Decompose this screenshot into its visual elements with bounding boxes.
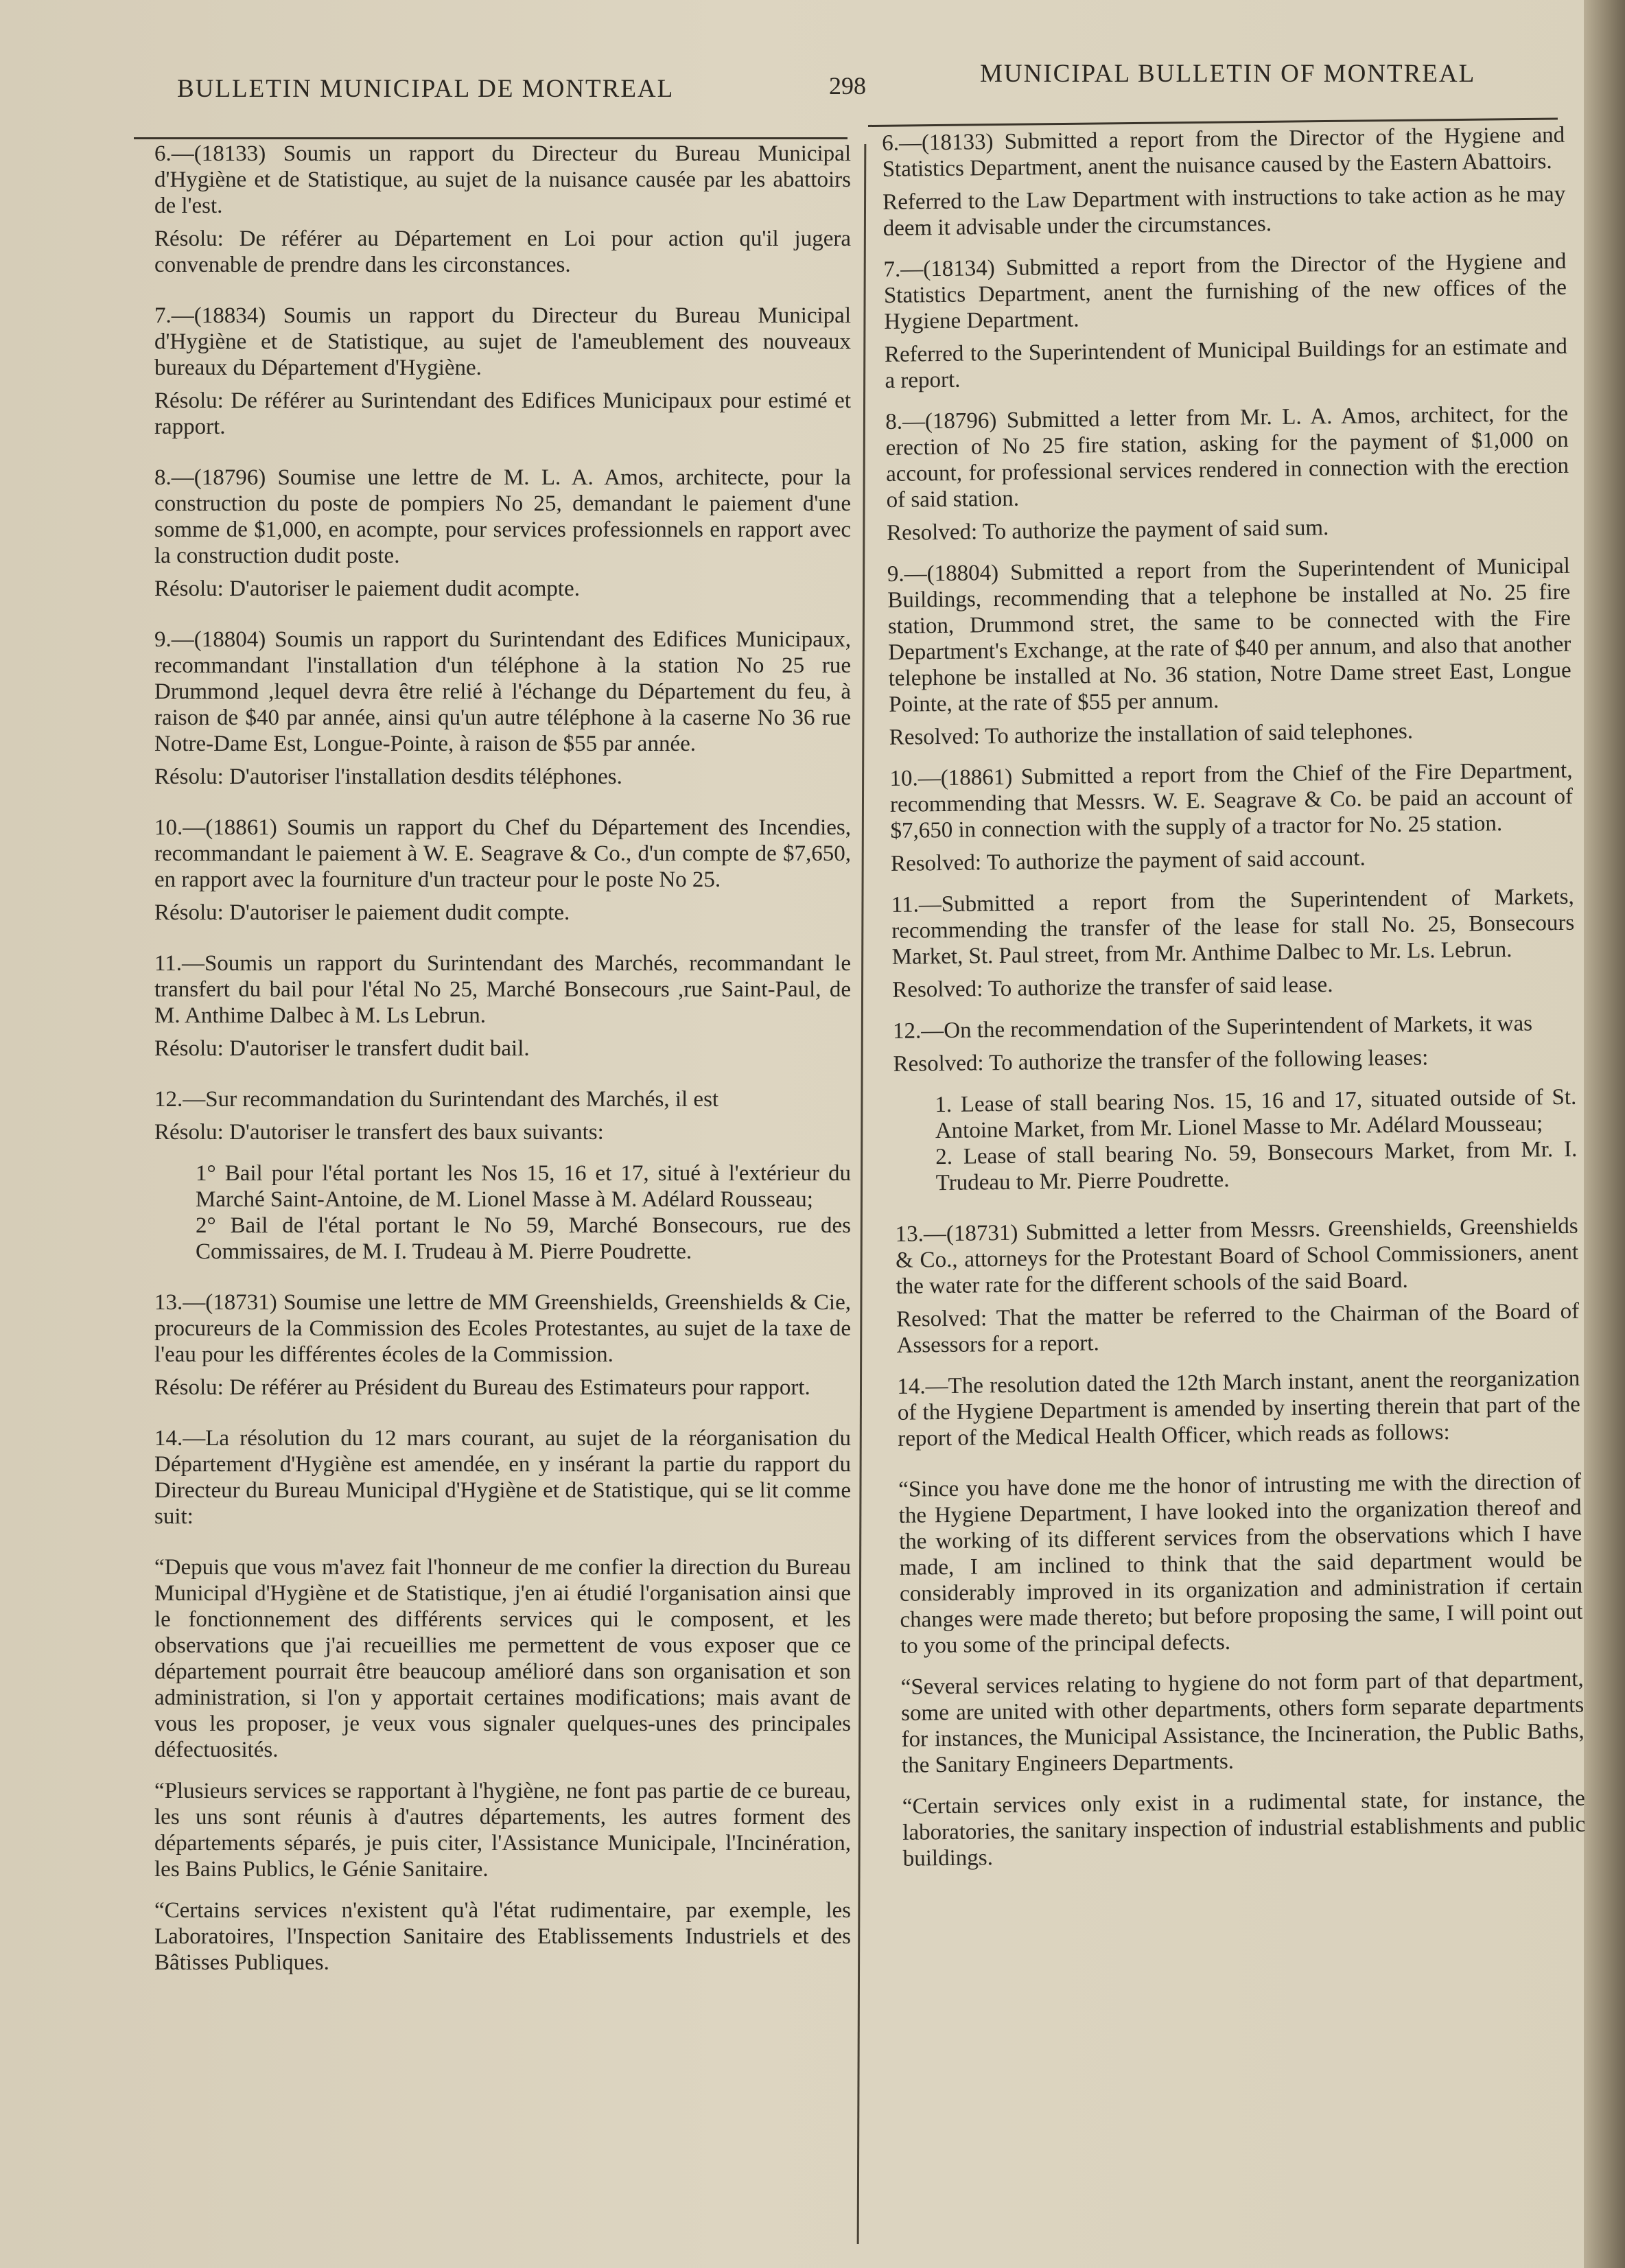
fr-item-7: 7.—(18834) Soumis un rapport du Directeur du Bureau Municipal d'Hygiène et de Statistique, au sujet de l'ameublement des nouveaux bureaux du Département d'Hygiène. [154, 303, 851, 380]
fr-quote-3: “Certains services n'existent qu'à l'état rudimentaire, par exemple, les Laboratoires, l'Inspection Sanitaire des Etablissements Industriels et des Bâtisses Publiques. [154, 1898, 851, 1975]
en-item-9: 9.—(18804) Submitted a report from the Superintendent of Municipal Buildings, recommending that a telephone be installed at No. 25 fire station, Drummond stret, the same to be connected with the Fire Department's Exchange, at the rate of $40 per annum, and also that another telephone be installed at No. 36 station, Notre Dame street East, Longue Pointe, at the rate of $55 per annum. [887, 553, 1571, 717]
en-resolution-9: Resolved: To authorize the installation of said telephones. [889, 718, 1414, 750]
en-resolution-8: Resolved: To authorize the payment of said sum. [886, 515, 1329, 546]
en-item-10: 10.—(18861) Submitted a report from the Chief of the Fire Department, recommending that Messrs. W. E. Seagrave & Co. be paid an account of $7,650 in connection with the supply of a tractor for No. 25 station. [889, 758, 1574, 843]
fr-item-12: 12.—Sur recommandation du Surintendant des Marchés, il est [154, 1087, 719, 1112]
column-divider [857, 144, 867, 2244]
page-number: 298 [829, 72, 866, 100]
en-resolution-10: Resolved: To authorize the payment of said account. [890, 845, 1366, 876]
fr-resolution-7: Résolu: De référer au Surintendant des Edifices Municipaux pour estimé et rapport. [154, 388, 851, 439]
header-rule-left [134, 137, 847, 139]
fr-item-11: 11.—Soumis un rapport du Surintendant des Marchés, recommandant le transfert du bail pour l'étal No 25, Marché Bonsecours ,rue Saint-Paul, de M. Anthime Dalbec à M. Ls Lebrun. [154, 951, 851, 1028]
fr-quote-2: “Plusieurs services se rapportant à l'hygiène, ne font pas partie de ce bureau, les uns sont réunis à d'autres départements, les autres forment des départements séparés, je puis citer, l'Assistance Municipale, l'Incinération, les Bains Publics, le Génie Sanitaire. [154, 1779, 851, 1882]
fr-item-6: 6.—(18133) Soumis un rapport du Directeur du Bureau Municipal d'Hygiène et de Statistique, au sujet de la nuisance causée par les abattoirs de l'est. [154, 141, 851, 218]
en-item-13: 13.—(18731) Submitted a letter from Messrs. Greenshields, Greenshields & Co., attorneys for the Protestant Board of School Commissioners, anent the water rate for the different schools of the said Board. [895, 1213, 1579, 1299]
fr-item-10: 10.—(18861) Soumis un rapport du Chef du Département des Incendies, recommandant le paiement à W. E. Seagrave & Co., d'un compte de $7,650, en rapport avec la fourniture d'un tracteur pour le poste No 25. [154, 815, 851, 892]
en-resolution-6: Referred to the Law Department with instructions to take action as he may deem it advisable under the circumstances. [882, 181, 1566, 241]
french-column [154, 141, 851, 1976]
fr-list-item-2: 2° Bail de l'étal portant le No 59, Marché Bonsecours, rue des Commissaires, de M. I. Trudeau à M. Pierre Poudrette. [196, 1213, 851, 1264]
fr-item-9: 9.—(18804) Soumis un rapport du Surintendant des Edifices Municipaux, recommandant l'installation d'un téléphone à la station No 25 rue Drummond ,lequel devra être relié à l'échange du Département du feu, à raison de $40 par année, ainsi qu'un autre téléphone à la caserne No 36 rue Notre-Dame Est, Longue-Pointe, à raison de $55 par année. [154, 627, 851, 756]
fr-resolution-10: Résolu: D'autoriser le paiement dudit compte. [154, 900, 570, 925]
fr-resolution-11: Résolu: D'autoriser le transfert dudit bail. [154, 1036, 530, 1061]
en-resolution-7: Referred to the Superintendent of Municipal Buildings for an estimate and a report. [884, 334, 1568, 393]
en-resolution-12: Resolved: To authorize the transfer of the following leases: [893, 1045, 1429, 1077]
fr-resolution-9: Résolu: D'autoriser l'installation desdits téléphones. [154, 764, 622, 789]
fr-item-8: 8.—(18796) Soumise une lettre de M. L. A. Amos, architecte, pour la construction du poste de pompiers No 25, demandant le paiement d'une somme de $1,000, en acompte, pour services professionnels en rapport avec la construction dudit poste. [154, 465, 851, 568]
en-item-11: 11.—Submitted a report from the Superintendent of Markets, recommending the transfer of the lease for stall No. 25, Bonsecours Market, St. Paul street, from Mr. Anthime Dalbec to Mr. Ls. Lebrun. [891, 884, 1575, 970]
fr-quote-1: “Depuis que vous m'avez fait l'honneur de me confier la direction du Bureau Municipal d'Hygiène et de Statistique, j'en ai étudié l'organisation ainsi que le fonctionnement des différents services qui le composent, et les observations que j'ai recueillies me permettent de vous exposer que ce département pourrait être beaucoup amélioré dans son organisation et son administration, si l'on y apportait certaines modifications; mais avant de vous les proposer, je veux vous signaler quelques-unes des principales défectuosités. [154, 1555, 851, 1762]
en-item-8: 8.—(18796) Submitted a letter from Mr. L. A. Amos, architect, for the erection of No 25 fire station, asking for the payment of $1,000 on account, for professional services rendered in connection with the erection of said station. [885, 401, 1569, 513]
english-column [882, 122, 1586, 1872]
fr-resolution-8: Résolu: D'autoriser le paiement dudit acompte. [154, 576, 580, 601]
en-resolution-11: Resolved: To authorize the transfer of said lease. [892, 972, 1333, 1003]
en-quote-3: “Certain services only exist in a rudimental state, for instance, the laboratories, the sanitary inspection of industrial establishments and public buildings. [902, 1786, 1586, 1871]
en-list-item-2: 2. Lease of stall bearing No. 59, Bonsecours Market, from Mr. I. Trudeau to Mr. Pierre Poudrette. [935, 1136, 1578, 1196]
fr-resolution-12: Résolu: D'autoriser le transfert des baux suivants: [154, 1120, 604, 1145]
page-binding-shadow [1584, 0, 1625, 2268]
en-item-12: 12.—On the recommendation of the Superintendent of Markets, it was [892, 1011, 1533, 1044]
fr-resolution-6: Résolu: De référer au Département en Loi pour action qu'il jugera convenable de prendre dans les circonstances. [154, 226, 851, 277]
en-item-14: 14.—The resolution dated the 12th March instant, anent the reorganization of the Hygiene Department is amended by inserting therein that part of the report of the Medical Health Officer, which reads as follows: [897, 1366, 1580, 1451]
header-right-title: MUNICIPAL BULLETIN OF MONTREAL [980, 60, 1476, 88]
en-quote-2: “Several services relating to hygiene do not form part of that department, some are united with other departments, others form separate departments for instances, the Municipal Assistance, the Incineration, the Public Baths, the Sanitary Engineers Departments. [900, 1666, 1585, 1778]
en-item-7: 7.—(18134) Submitted a report from the Director of the Hygiene and Statistics Department, anent the furnishing of the new offices of the Hygiene Department. [883, 248, 1567, 334]
en-item-6: 6.—(18133) Submitted a report from the Director of the Hygiene and Statistics Department, anent the nuisance caused by the Eastern Abattoirs. [882, 122, 1565, 182]
en-list-item-1: 1. Lease of stall bearing Nos. 15, 16 and 17, situated outside of St. Antoine Market, from Mr. Lionel Masse to Mr. Adélard Mousseau; [935, 1084, 1577, 1144]
en-resolution-13: Resolved: That the matter be referred to the Chairman of the Board of Assessors for a report. [896, 1298, 1580, 1358]
en-quote-1: “Since you have done me the honor of intrusting me with the direction of the Hygiene Department, I have looked into the organization thereof and the working of its different services from the observations which I have made, I am inclined to think that the said department would be considerably improved in its organization and administration if certain changes were made thereto; but before proposing the same, I will point out to you some of the principal defects. [898, 1469, 1583, 1659]
fr-item-13: 13.—(18731) Soumise une lettre de MM Greenshields, Greenshields & Cie, procureurs de la Commission des Ecoles Protestantes, au sujet de la taxe de l'eau pour les différentes écoles de la Commission. [154, 1290, 851, 1367]
header-left-title: BULLETIN MUNICIPAL DE MONTREAL [177, 75, 675, 103]
fr-item-14: 14.—La résolution du 12 mars courant, au sujet de la réorganisation du Département d'Hygiène est amendée, en y insérant la partie du rapport du Directeur du Bureau Municipal d'Hygiène et de Statistique, qui se lit comme suit: [154, 1426, 851, 1529]
fr-list-item-1: 1° Bail pour l'étal portant les Nos 15, 16 et 17, situé à l'extérieur du Marché Saint-Antoine, de M. Lionel Masse à M. Adélard Rousseau; [196, 1161, 851, 1212]
fr-resolution-13: Résolu: De référer au Président du Bureau des Estimateurs pour rapport. [154, 1375, 810, 1400]
